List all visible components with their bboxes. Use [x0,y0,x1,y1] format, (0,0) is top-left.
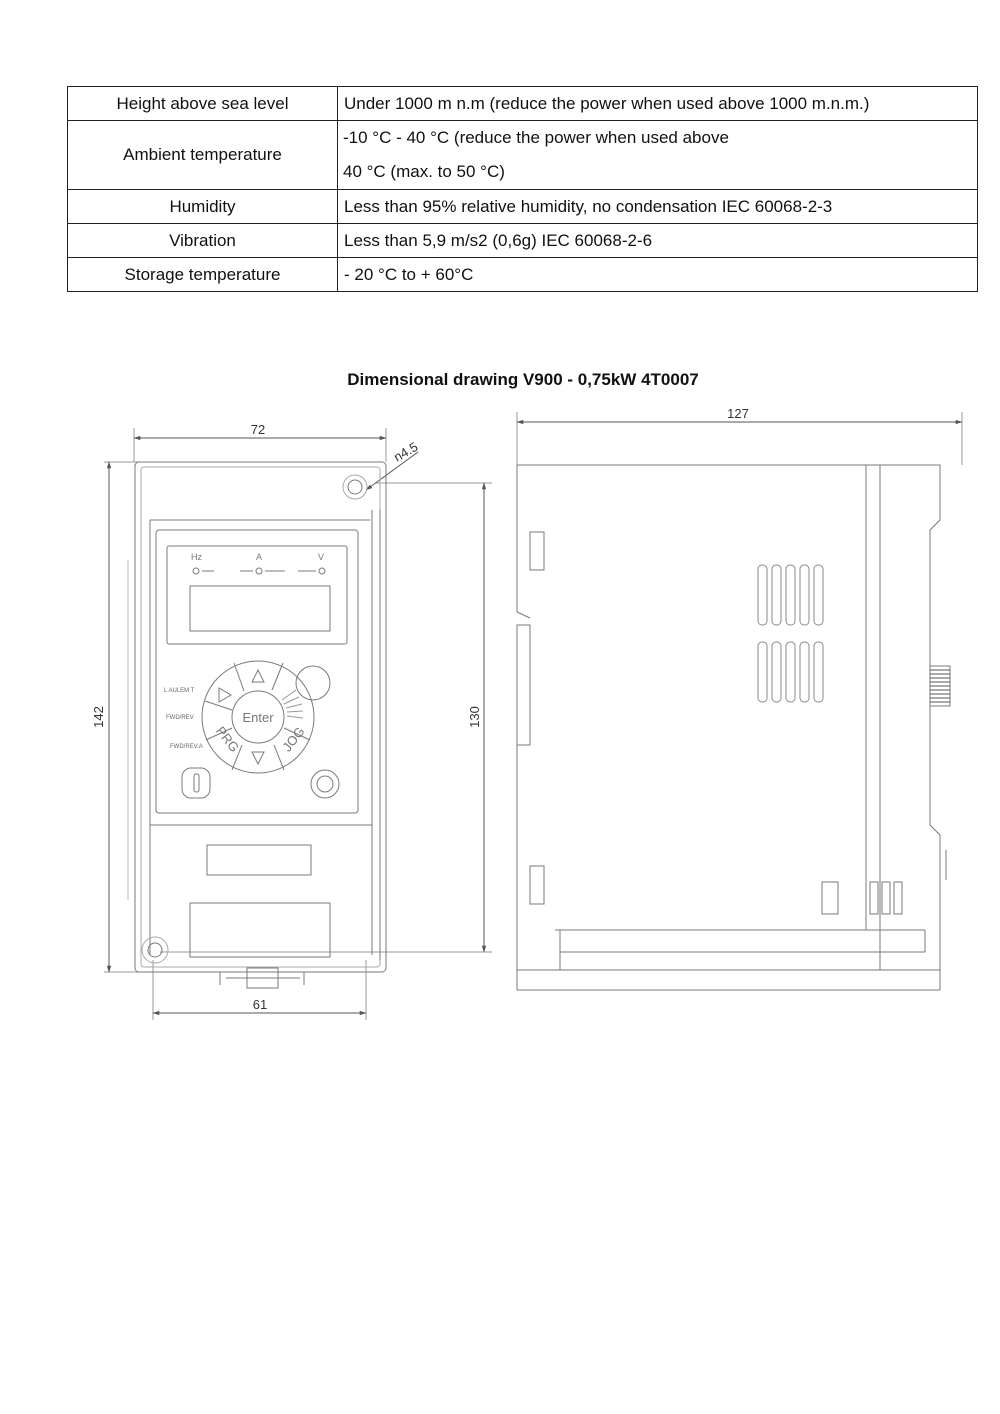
spec-label: Storage temperature [68,258,338,292]
front-view [104,428,492,1020]
dimension-label-mounting-height: 130 [467,706,482,728]
enter-key-label: Enter [242,710,274,725]
prg-key-label: PRG [212,723,243,755]
mounting-clip [530,532,544,570]
spec-value [338,121,978,190]
spec-label: Vibration [68,224,338,258]
spec-value-line: 40 °C (max. to 50 °C) [343,162,505,181]
dimension-label-depth: 127 [727,406,749,421]
side-connector [822,882,838,914]
potentiometer-knob [296,666,330,700]
side-housing [517,465,940,970]
spec-value: Less than 5,9 m/s2 (0,6g) IEC 60068-2-6 [338,224,978,258]
spec-label: Height above sea level [68,87,338,121]
run-button [182,768,210,798]
led-label-hz: Hz [191,552,202,562]
down-arrow-icon [252,752,264,764]
side-view [517,412,962,990]
up-arrow-icon [252,670,264,682]
indicator-label: FWD/REV [166,715,194,721]
display-window [190,586,330,631]
dimension-label-height: 142 [91,706,106,728]
table-row [68,190,978,224]
table-row [68,87,978,121]
vent-slots [758,565,823,702]
terminal-cover [207,845,311,875]
label-window [190,903,330,957]
dimension-label-width: 72 [250,422,266,437]
knob-ridges [930,670,950,702]
spec-value: Less than 95% relative humidity, no condensation IEC 60068-2-3 [338,190,978,224]
indicator-label: L AULEM T [164,688,195,694]
environment-spec-table [67,86,978,292]
spec-label: Ambient temperature [68,121,338,190]
led-label-v: V [318,552,325,562]
table-row [68,224,978,258]
jog-key-label: JOG [279,724,308,755]
spec-label: Humidity [68,190,338,224]
right-arrow-icon [219,688,231,702]
table-row [68,121,978,190]
led-label-a: A [256,552,263,562]
drawing-title: Dimensional drawing V900 - 0,75kW 4T0007 [347,370,699,389]
dimension-label-mounting-width: 61 [252,997,268,1012]
spec-value-line: -10 °C - 40 °C (reduce the power when used above [343,128,729,147]
indicator-label: FWD/REV.A [170,744,203,750]
table-row [68,258,978,292]
spec-value: - 20 °C to + 60°C [338,258,978,292]
stop-button [311,770,339,798]
spec-value: Under 1000 m n.m (reduce the power when used above 1000 m.n.m.) [338,87,978,121]
mounting-clip [530,866,544,904]
dimension-label-hole: n4.5 [391,438,421,465]
dimensional-drawing [0,395,1000,1035]
